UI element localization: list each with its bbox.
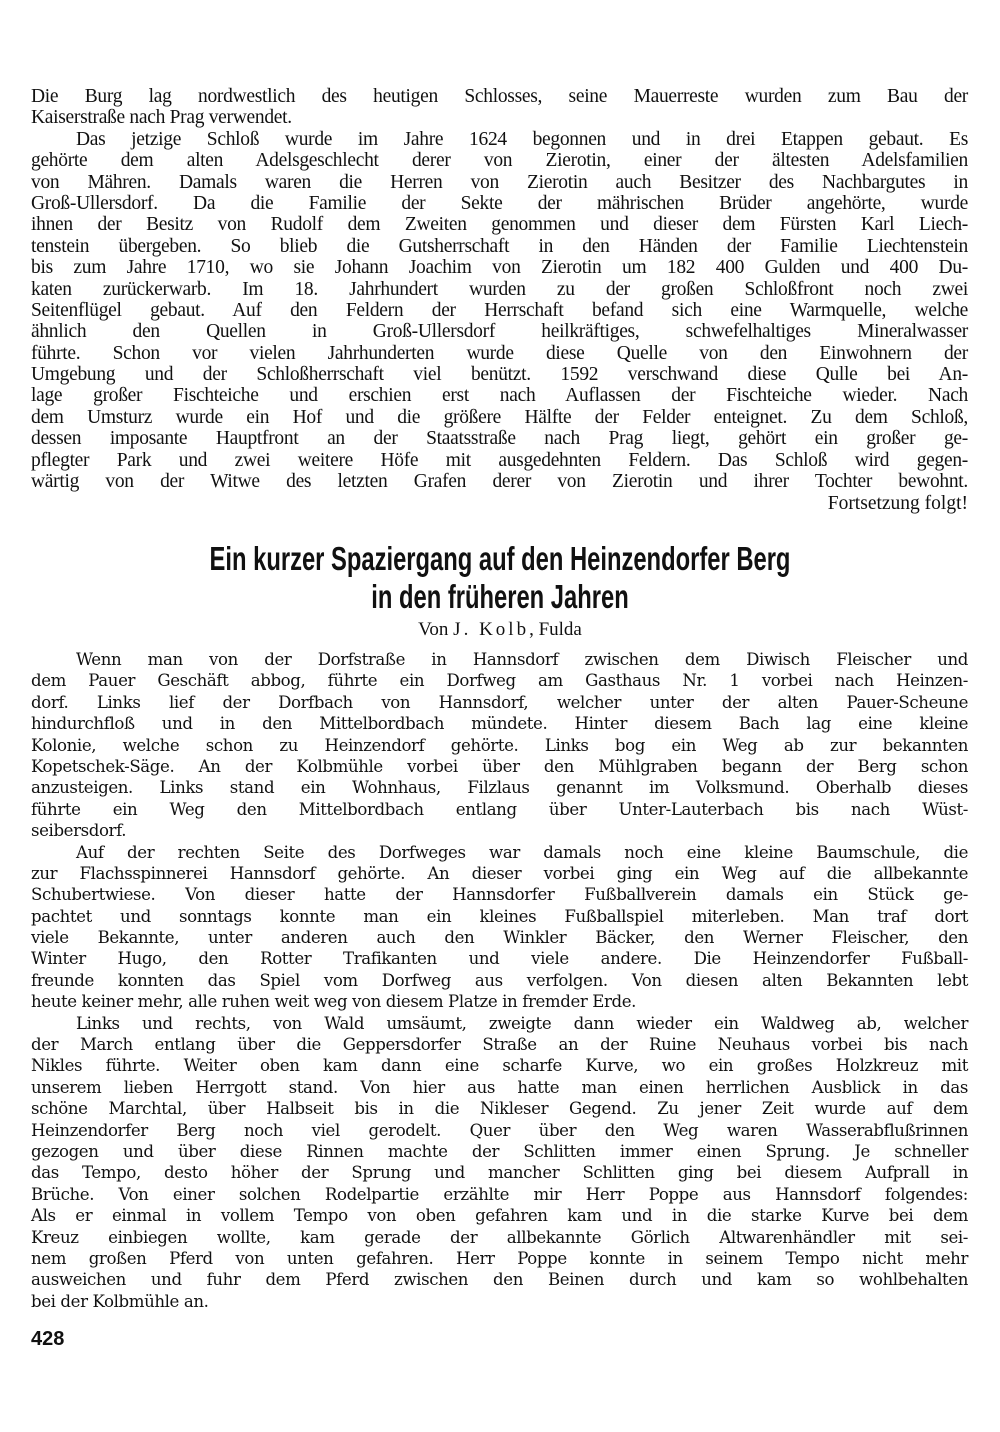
byline-prefix: Von — [418, 619, 449, 640]
text-line: Kreuz einbiegen wollte, kam gerade der allbekannte Görlich Altwarenhändler mit sei- — [31, 1227, 968, 1247]
article-body — [31, 649, 968, 1312]
text-line: Heinzendorfer Berg noch viel gerodelt. Quer über den Weg waren Wasserabflußrinnen — [31, 1120, 968, 1140]
text-line: hindurchfloß und in den Mittelbordbach mündete. Hinter diesem Bach lag eine kleine — [31, 714, 968, 734]
byline-place: , Fulda — [529, 619, 582, 640]
article-title — [0, 540, 1000, 616]
text-line: seibersdorf. — [31, 821, 127, 841]
text-line: Auf der rechten Seite des Dorfweges war damals noch eine kleine Baumschule, die — [76, 842, 968, 862]
text-line: viele Bekannte, unter anderen auch den Winkler Bäcker, den Werner Fleischer, den — [31, 928, 968, 948]
title-line-2: in den früheren Jahren — [371, 578, 629, 615]
text-line: dessen imposante Hauptfront an der Staatsstraße nach Prag liegt, gehört ein großer ge- — [31, 428, 968, 450]
text-line: Das jetzige Schloß wurde im Jahre 1624 begonnen und in drei Etappen gebaut. Es — [76, 128, 968, 150]
text-line: Umgebung und der Schloßherrschaft viel benützt. 1592 verschwand diese Qulle bei An- — [31, 364, 968, 386]
text-line: dorf. Links lief der Dorfbach von Hannsdorf, welcher unter der alten Pauer-Scheune — [31, 692, 968, 712]
text-line: gehörte dem alten Adelsgeschlecht derer von Zierotin, einer der ältesten Adelsfamilien — [31, 150, 968, 172]
byline-author: J. Kolb — [453, 619, 530, 640]
text-line: dem Pauer Geschäft abbog, führte ein Dorfweg am Gasthaus Nr. 1 vorbei nach Heinzen- — [31, 671, 968, 691]
text-line: gezogen und über diese Rinnen machte der Schlitten immer einen Sprung. Je schneller — [31, 1141, 968, 1161]
text-line: Die Burg lag nordwestlich des heutigen Schlosses, seine Mauerreste wurden zum Bau der — [31, 86, 968, 107]
text-line: wärtig von der Witwe des letzten Grafen derer von Zierotin und ihrer Tochter bewohnt. — [31, 471, 968, 493]
text-line: tenstein übergeben. So blieb die Gutsherrschaft in den Händen der Familie Liechtenstein — [31, 235, 968, 257]
text-line: katen zurückerwarb. Im 18. Jahrhundert wurden zu der großen Schloßfront noch zwei — [31, 278, 968, 300]
text-line: Seitenflügel gebaut. Auf den Feldern der Herrschaft befand sich eine Warmquelle, welche — [31, 299, 968, 321]
text-line: Kolonie, welche schon zu Heinzendorf gehörte. Links bog ein Weg ab zur bekannten — [31, 735, 968, 755]
title-line-1: Ein kurzer Spaziergang auf den Heinzendorfer Berg — [209, 540, 791, 577]
continuation-note — [31, 493, 968, 514]
text-line: führte. Schon vor vielen Jahrhunderten wurde diese Quelle von den Einwohnern der — [31, 342, 968, 364]
text-line: von Mähren. Damals waren die Herren von Zierotin auch Besitzer des Nachbargutes in — [31, 171, 968, 193]
text-line: pachtet und sonntags konnte man ein kleines Fußballspiel miterleben. Man traf dort — [31, 906, 968, 926]
text-line: Links und rechts, von Wald umsäumt, zweigte dann wieder ein Waldweg ab, welcher — [76, 1013, 968, 1033]
text-line: der March entlang über die Geppersdorfer Straße an der Ruine Neuhaus vorbei bis nach — [31, 1035, 968, 1055]
text-line: Winter Hugo, den Rotter Trafikanten und viele andere. Die Heinzendorfer Fußball- — [31, 949, 968, 969]
text-line: schöne Marchtal, über Halbseit bis in die Nikleser Gegend. Zu jener Zeit wurde auf dem — [31, 1099, 968, 1119]
text-line: pflegter Park und zwei weitere Höfe mit ausgedehnten Feldern. Das Schloß wird gegen- — [31, 449, 968, 471]
text-line: freunde konnten das Spiel vom Dorfweg aus verfolgen. Von diesen alten Bekannten lebt — [31, 970, 968, 990]
text-line: das Tempo, desto höher der Sprung und mancher Schlitten ging bei diesem Aufprall in — [31, 1163, 968, 1183]
continuation-text: Fortsetzung folgt! — [827, 493, 968, 514]
text-line: Brüche. Von einer solchen Rodelpartie erzählte mir Herr Poppe aus Hannsdorf folgendes: — [31, 1184, 968, 1204]
text-line: ähnlich den Quellen in Groß-Ullersdorf heilkräftiges, schwefelhaltiges Mineralwasser — [31, 321, 968, 343]
text-line: lage großer Fischteiche und erschien erst nach Auflassen der Fischteiche wieder. Nach — [31, 385, 968, 407]
text-line: dem Umsturz wurde ein Hof und die größere Hälfte der Felder enteignet. Zu dem Schloß, — [31, 406, 968, 428]
text-line: Schubertwiese. Von dieser hatte der Hannsdorfer Fußballverein damals ein Stück ge- — [31, 885, 968, 905]
text-line: Wenn man von der Dorfstraße in Hannsdorf zwischen dem Diwisch Fleischer und — [76, 650, 968, 669]
text-line: Kaiserstraße nach Prag verwendet. — [31, 107, 292, 129]
page-number: 428 — [31, 1328, 65, 1350]
text-line: bei der Kolbmühle an. — [31, 1291, 209, 1311]
text-line: heute keiner mehr, alle ruhen weit weg von diesem Platze in fremder Erde. — [31, 992, 637, 1012]
text-line: zur Flachsspinnerei Hannsdorf gehörte. An dieser vorbei ging ein Weg auf die allbekannte — [31, 863, 968, 883]
article-continued — [31, 86, 968, 492]
text-line: Groß-Ullersdorf. Da die Familie der Sekte der mährischen Brüder angehörte, wurde — [31, 192, 968, 214]
text-line: ihnen der Besitz von Rudolf dem Zweiten genommen und dieser dem Fürsten Karl Liech- — [31, 214, 968, 236]
text-line: unserem lieben Herrgott stand. Von hier aus hatte man einen herrlichen Ausblick in das — [31, 1077, 968, 1097]
text-line: Nikles führte. Weiter oben kam dann eine scharfe Kurve, wo ein großes Holzkreuz mit — [31, 1056, 968, 1076]
text-line: nem großen Pferd von unten gefahren. Herr Poppe konnte in seinem Tempo nicht mehr — [31, 1248, 968, 1268]
text-line: Kopetschek-Säge. An der Kolbmühle vorbei über den Mühlgraben begann der Berg schon — [31, 756, 968, 776]
text-line: ausweichen und fuhr dem Pferd zwischen den Beinen durch und kam so wohlbehalten — [31, 1270, 968, 1290]
text-line: Als er einmal in vollem Tempo von oben gefahren kam und in die starke Kurve bei dem — [31, 1206, 968, 1226]
text-line: führte ein Weg den Mittelbordbach entlang über Unter-Lauterbach bis nach Wüst- — [31, 799, 968, 819]
text-line: anzusteigen. Links stand ein Wohnhaus, Filzlaus genannt im Volksmund. Oberhalb dieses — [31, 778, 968, 798]
text-line: bis zum Jahre 1710, wo sie Johann Joachim von Zierotin um 182 400 Gulden und 400 Du- — [31, 257, 968, 279]
byline — [0, 619, 1000, 641]
